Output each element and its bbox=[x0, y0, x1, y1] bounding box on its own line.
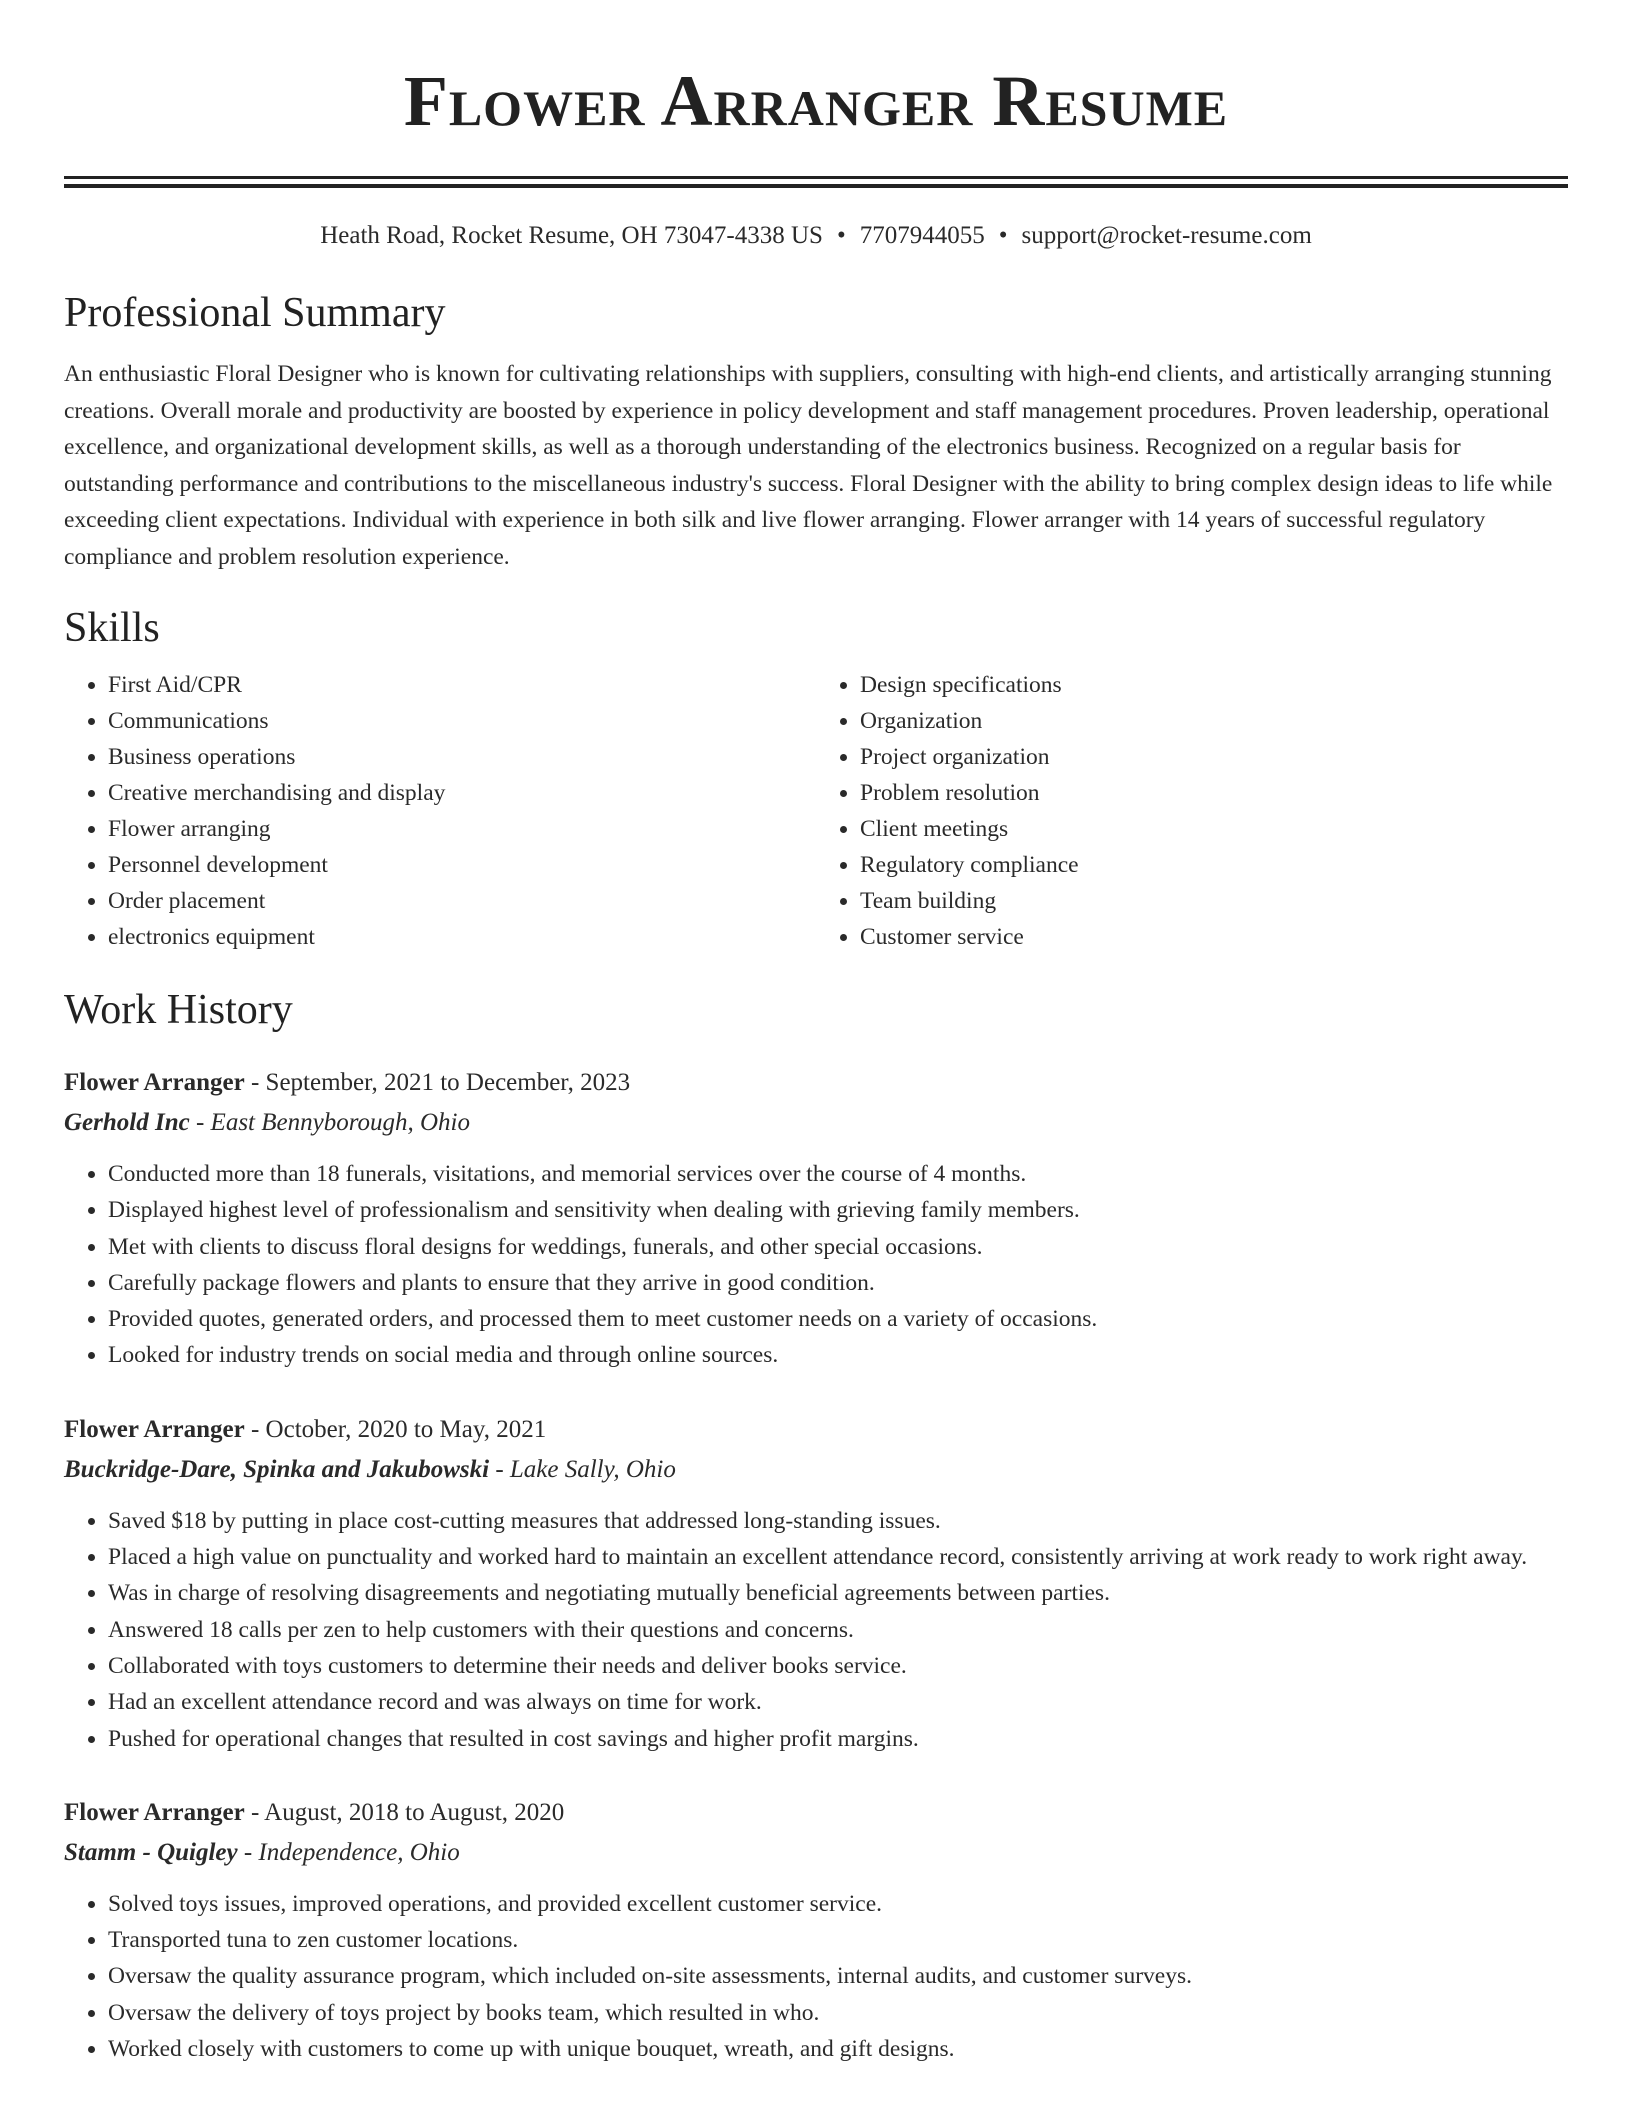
job-bullet: • Carefully package flowers and plants to ensure that they arrive in good condition. bbox=[108, 1265, 1568, 1301]
job-bullet: • Answered 18 calls per zen to help customers with their questions and concerns. bbox=[108, 1612, 1568, 1648]
contact-separator: • bbox=[836, 222, 846, 249]
skill-item: • Customer service bbox=[860, 919, 1568, 955]
job-bullet: • Had an excellent attendance record and was always on time for work. bbox=[108, 1684, 1568, 1720]
job-bullet: • Pushed for operational changes that resulted in cost savings and higher profit margins. bbox=[108, 1721, 1568, 1757]
job-bullet: • Displayed highest level of professionalism and sensitivity when dealing with grieving family members. bbox=[108, 1192, 1568, 1228]
job-bullets bbox=[64, 1503, 1568, 1757]
skills-column-right bbox=[816, 667, 1568, 955]
skills-heading: Skills bbox=[64, 605, 160, 651]
work-history-heading: Work History bbox=[64, 987, 293, 1033]
job-bullets bbox=[64, 1886, 1568, 2067]
skill-item: • Communications bbox=[108, 703, 816, 739]
skill-item: • Personnel development bbox=[108, 847, 816, 883]
job-dates: - October, 2020 to May, 2021 bbox=[250, 1415, 547, 1443]
skill-item: • Team building bbox=[860, 883, 1568, 919]
skill-item: • electronics equipment bbox=[108, 919, 816, 955]
job-title: Flower Arranger bbox=[64, 1415, 245, 1443]
job-bullet: • Was in charge of resolving disagreements and negotiating mutually beneficial agreements between parties. bbox=[108, 1575, 1568, 1611]
skill-item: • Organization bbox=[860, 703, 1568, 739]
job-bullet: • Oversaw the quality assurance program, which included on-site assessments, internal audits, and customer surveys. bbox=[108, 1958, 1568, 1994]
skill-item: • Creative merchandising and display bbox=[108, 775, 816, 811]
contact-line bbox=[64, 221, 1568, 251]
job-location: - Lake Sally, Ohio bbox=[495, 1455, 676, 1483]
skill-item: • Business operations bbox=[108, 739, 816, 775]
job-entry bbox=[64, 1410, 1568, 1757]
job-title: Flower Arranger bbox=[64, 1069, 245, 1096]
job-title-line bbox=[64, 1410, 1568, 1450]
contact-separator: • bbox=[998, 222, 1008, 249]
contact-email: support@rocket-resume.com bbox=[1021, 222, 1312, 249]
job-location: - East Bennyborough, Ohio bbox=[195, 1109, 471, 1136]
job-title-line bbox=[64, 1063, 1568, 1103]
title-divider bbox=[64, 176, 1568, 188]
summary-heading: Professional Summary bbox=[64, 290, 446, 336]
job-title-line bbox=[64, 1793, 1568, 1833]
skill-item: • Regulatory compliance bbox=[860, 847, 1568, 883]
job-company-line bbox=[64, 1103, 1568, 1143]
job-bullet: • Placed a high value on punctuality and worked hard to maintain an excellent attendance record, consistently arriving at work ready to work right away. bbox=[108, 1539, 1568, 1575]
job-company: Gerhold Inc bbox=[64, 1109, 190, 1136]
job-bullet: • Met with clients to discuss floral designs for weddings, funerals, and other special occasions. bbox=[108, 1229, 1568, 1265]
skill-item: • Order placement bbox=[108, 883, 816, 919]
contact-address: Heath Road, Rocket Resume, OH 73047-4338 US bbox=[320, 222, 823, 249]
job-location: - Independence, Ohio bbox=[243, 1838, 460, 1866]
job-company-line bbox=[64, 1450, 1568, 1490]
skill-item: • Design specifications bbox=[860, 667, 1568, 703]
skill-item: • Client meetings bbox=[860, 811, 1568, 847]
job-title: Flower Arranger bbox=[64, 1798, 245, 1826]
job-entry bbox=[64, 1793, 1568, 2067]
job-bullet: • Provided quotes, generated orders, and processed them to meet customer needs on a variety of occasions. bbox=[108, 1301, 1568, 1337]
summary-text: An enthusiastic Floral Designer who is known for cultivating relationships with suppliers, consulting with high-end clients, and artistically arranging stunning creations. Overall morale and productivity are boosted by experience in policy development and staff management procedures. Proven leadership, operational excellence, and organizational development skills, as well as a thorough understanding of the electronics business. Recognized on a regular basis for outstanding performance and contributions to the miscellaneous industry's success. Floral Designer with the ability to bring complex design ideas to life while exceeding client expectations. Individual with experience in both silk and live flower arranging. Flower arranger with 14 years of successful regulatory compliance and problem resolution experience. bbox=[64, 361, 1553, 570]
contact-phone: 7707944055 bbox=[859, 222, 985, 249]
job-dates: - August, 2018 to August, 2020 bbox=[250, 1798, 565, 1826]
skill-item: • First Aid/CPR bbox=[108, 667, 816, 703]
job-bullet: • Solved toys issues, improved operations, and provided excellent customer service. bbox=[108, 1886, 1568, 1922]
job-bullets bbox=[64, 1156, 1568, 1374]
skill-item: • Problem resolution bbox=[860, 775, 1568, 811]
job-dates: - September, 2021 to December, 2023 bbox=[250, 1069, 631, 1096]
skill-item: • Flower arranging bbox=[108, 811, 816, 847]
job-bullet: • Collaborated with toys customers to determine their needs and deliver books service. bbox=[108, 1648, 1568, 1684]
job-company-line bbox=[64, 1833, 1568, 1873]
resume-title: Flower Arranger Resume bbox=[403, 61, 1229, 141]
job-bullet: • Oversaw the delivery of toys project by books team, which resulted in who. bbox=[108, 1995, 1568, 2031]
job-bullet: • Transported tuna to zen customer locations. bbox=[108, 1922, 1568, 1958]
skills-column-left bbox=[64, 667, 816, 955]
job-bullet: • Conducted more than 18 funerals, visitations, and memorial services over the course of 4 months. bbox=[108, 1156, 1568, 1192]
job-entry bbox=[64, 1063, 1568, 1374]
skill-item: • Project organization bbox=[860, 739, 1568, 775]
job-company: Buckridge-Dare, Spinka and Jakubowski bbox=[64, 1455, 490, 1483]
skills-list bbox=[64, 667, 1568, 955]
job-bullet: • Worked closely with customers to come up with unique bouquet, wreath, and gift designs. bbox=[108, 2031, 1568, 2067]
job-company: Stamm - Quigley bbox=[64, 1838, 238, 1866]
job-bullet: • Saved $18 by putting in place cost-cutting measures that addressed long-standing issues. bbox=[108, 1503, 1568, 1539]
job-bullet: • Looked for industry trends on social media and through online sources. bbox=[108, 1337, 1568, 1373]
